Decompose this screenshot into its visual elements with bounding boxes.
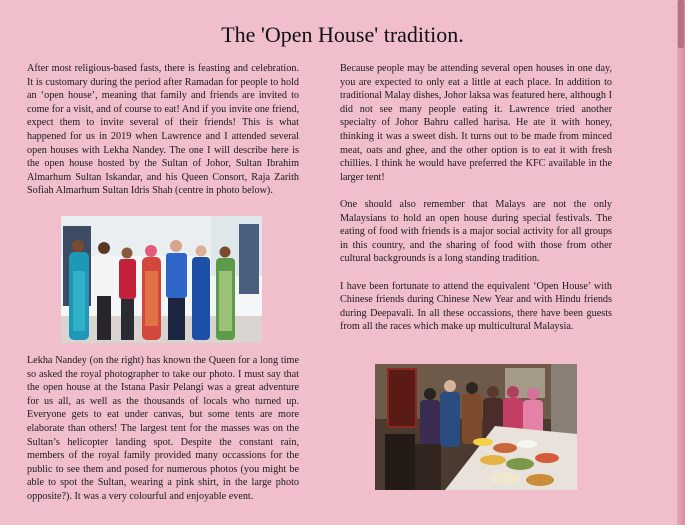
paragraph: Lekha Nandey (on the right) has known the Queen for a long time so asked the royal photographer to take our photo. I must say that the open house at the Istana Pasir Pelangi was a great adventure for us all, as well as the thousands of locals who turned up. Everyone gets to eat under canvas, but some tents are more elaborate than others! The largest tent for the masses was on the Sultan’s helicopter landing spot. Despite the constant rain, members of the royal family provided many occassions for the public to see them and posed for numerous photos (you might be able to spot the Sultan, wearing a pink shirt, in the large photo opposite?). It was a very colourful and enjoyable event. (27, 355, 299, 502)
paragraph: Because people may be attending several open houses in one day, you are expected to only eat a little at each place. In addition to traditional Malay dishes, Johor laksa was featured here, although I did not see many people eating it. Lawrence tried another specialty of Johor Bahru called harisa. He ate it with honey, thinking it was a sweet dish. It turns out to be made from minced meat, oats and ghee, and the other option is to eat it with fresh chillies. I think he would have preferred the KFC available in the larger tent! (340, 63, 612, 183)
page-title: The 'Open House' tradition. (221, 22, 464, 47)
group-photo (61, 216, 262, 343)
left-column-intro (27, 62, 299, 198)
paragraph: One should also remember that Malays are not the only Malaysians to hold an open house during special festivals. The eating of food with friends is a major social activity for all groups in this country, and the sharing of food with those from other cultural backgrounds is a long standing tradition. (340, 198, 612, 265)
left-column-continued (27, 354, 299, 504)
paragraph: I have been fortunate to attend the equivalent ‘Open House’ with Chinese friends during Chinese New Year and with Hindu friends during Deepavali. In all these occassions, there have been guests from all the races which make up multicultural Malaysia. (340, 280, 612, 333)
vertical-scrollbar[interactable] (677, 0, 685, 525)
scrollbar-thumb[interactable] (678, 0, 684, 48)
paragraph: After most religious-based fasts, there is feasting and celebration. It is customary during the period after Ramadan for people to hold an ‘open house’, meaning that family and friends are invited to come for a visit, and of course to eat! And if you invite one friend, expect them to invite several of their friends! This is what happened for us in 2019 when Lawrence and I attended several open houses with Lekha Nandey. The one I will describe here is the open house hosted by the Sultan of Johor, Sultan Ibrahim Almarhum Sultan Iskandar, and his Queen Consort, Raja Zarith Sofiah Almarhum Sultan Idris Shah (centre in photo below). (27, 63, 299, 197)
right-column (340, 62, 612, 334)
dining-table-photo (375, 364, 577, 490)
